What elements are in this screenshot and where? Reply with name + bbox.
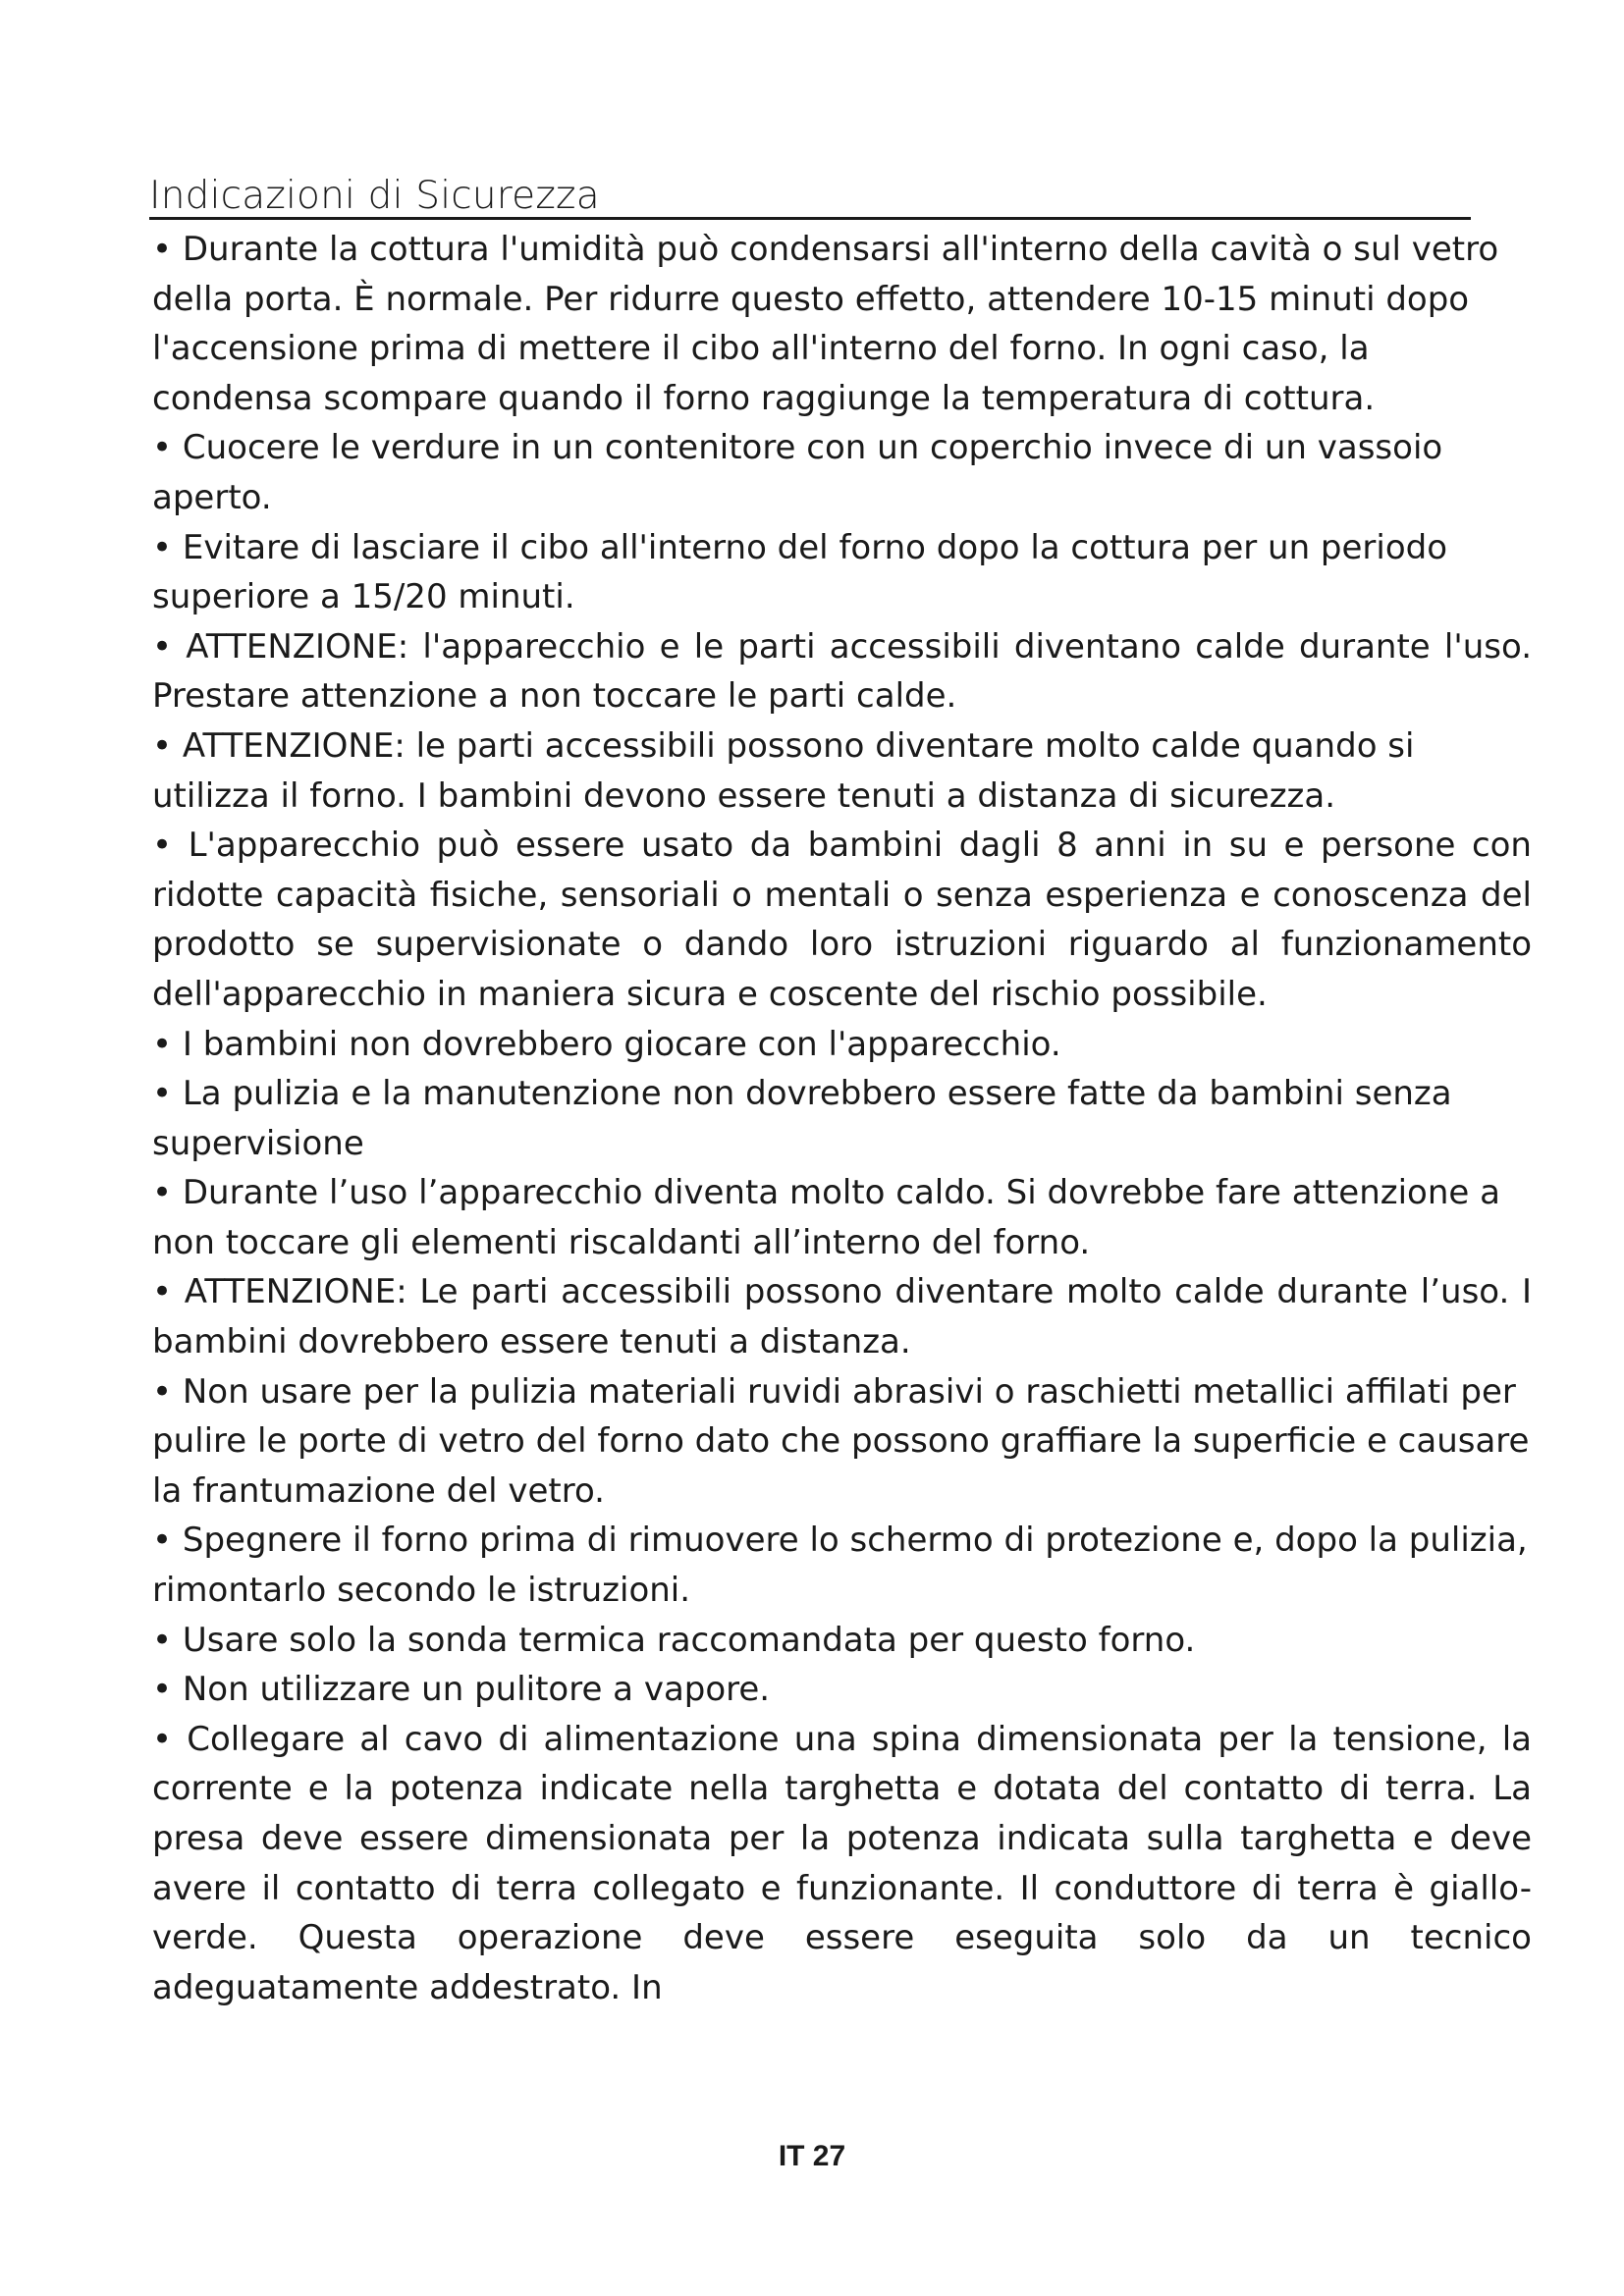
instruction-paragraph: • Usare solo la sonda termica raccomandata per questo forno. bbox=[152, 1620, 1196, 1660]
instruction-paragraph: • Durante l’uso l’apparecchio diventa molto caldo. Si dovrebbe fare attenzione a non toccare gli elementi riscaldanti all’interno del forno. bbox=[152, 1173, 1500, 1262]
instruction-paragraph: • Durante la cottura l'umidità può condensarsi all'interno della cavità o sul vetro della porta. È normale. Per ridurre questo effetto, attendere 10-15 minuti dopo l'accensione prima di mettere il cibo all'interno del forno. In ogni caso, la condensa scompare quando il forno raggiunge la temperatura di cottura. bbox=[152, 230, 1499, 418]
section-heading-text: Indicazioni di Sicurezza bbox=[149, 174, 600, 218]
instruction-paragraph: • ATTENZIONE: l'apparecchio e le parti accessibili diventano calde durante l'uso. Prestare attenzione a non toccare le parti calde. bbox=[152, 626, 1532, 717]
instruction-paragraph: • I bambini non dovrebbero giocare con l'apparecchio. bbox=[152, 1024, 1061, 1064]
instruction-paragraph: • Spegnere il forno prima di rimuovere lo schermo di protezione e, dopo la pulizia, rimontarlo secondo le istruzioni. bbox=[152, 1521, 1528, 1611]
instruction-paragraph: • Evitare di lasciare il cibo all'interno del forno dopo la cottura per un periodo superiore a 15/20 minuti. bbox=[152, 527, 1448, 617]
instruction-paragraph: • La pulizia e la manutenzione non dovrebbero essere fatte da bambini senza supervisione bbox=[152, 1074, 1452, 1163]
page-number: IT 27 bbox=[778, 2140, 846, 2172]
safety-instructions-list bbox=[152, 225, 1532, 2012]
instruction-paragraph: • L'apparecchio può essere usato da bambini dagli 8 anni in su e persone con ridotte capacità fisiche, sensoriali o mentali o senza esperienza e conoscenza del prodotto se supervisionate o dando loro istruzioni riguardo al funzionamento dell'apparecchio in maniera sicura e coscente del rischio possibile. bbox=[152, 826, 1532, 1014]
section-heading bbox=[149, 165, 1471, 220]
instruction-paragraph: • ATTENZIONE: le parti accessibili possono diventare molto calde quando si utilizza il forno. I bambini devono essere tenuti a distanza di sicurezza. bbox=[152, 725, 1415, 816]
instruction-paragraph: • Non utilizzare un pulitore a vapore. bbox=[152, 1670, 771, 1710]
instruction-paragraph: • ATTENZIONE: Le parti accessibili possono diventare molto calde durante l’uso. I bambini dovrebbero essere tenuti a distanza. bbox=[152, 1272, 1532, 1362]
instruction-paragraph: • Non usare per la pulizia materiali ruvidi abrasivi o raschietti metallici affilati per pulire le porte di vetro del forno dato che possono graffiare la superficie e causare la frantumazione del vetro. bbox=[152, 1371, 1530, 1511]
instruction-paragraph: • Cuocere le verdure in un contenitore con un coperchio invece di un vassoio aperto. bbox=[152, 428, 1443, 517]
instruction-paragraph: • Collegare al cavo di alimentazione una spina dimensionata per la tensione, la corrente e la potenza indicate nella targhetta e dotata del contatto di terra. La presa deve essere dimensionata per la potenza indicata sulla targhetta e deve avere il contatto di terra collegato e funzionante. Il conduttore di terra è giallo-verde. Questa operazione deve essere eseguita solo da un tecnico adeguatamente addestrato. In bbox=[152, 1719, 1532, 2007]
